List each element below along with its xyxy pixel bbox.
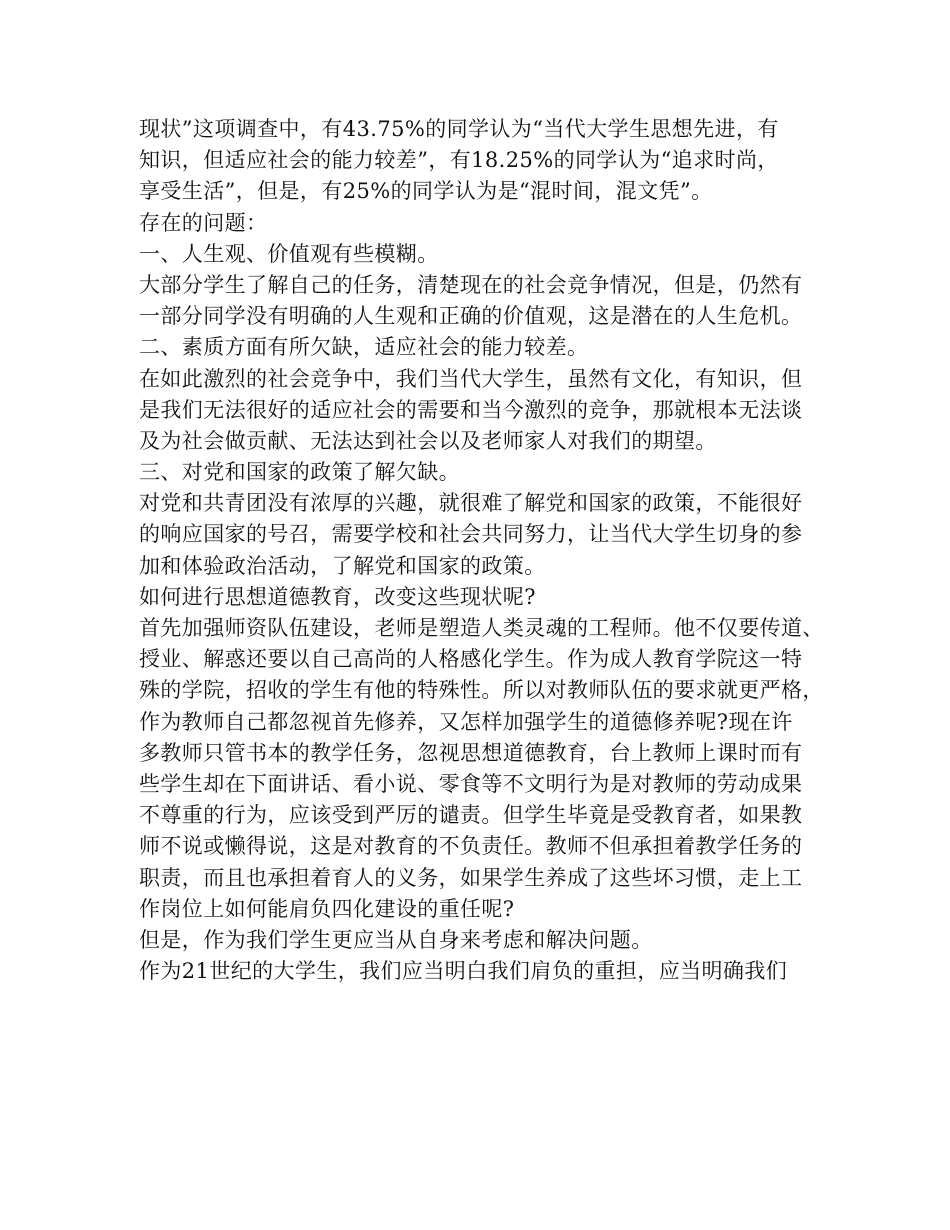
text-line: 现状”这项调查中，有43.75%的同学认为“当代大学生思想先进，有 <box>139 117 779 141</box>
text-line: 知识，但适应社会的能力较差”，有18.25%的同学认为“追求时尚， <box>139 148 779 173</box>
text-line: 多教师只管书本的教学任务，忽视思想道德教育，台上教师上课时而有 <box>139 740 803 765</box>
section-heading: 一、人生观、价值观有些模糊。 <box>139 241 439 266</box>
text-line: 一部分同学没有明确的人生观和正确的价值观，这是潜在的人生危机。 <box>139 304 803 329</box>
section-heading: 存在的问题： <box>139 210 268 235</box>
text-line: 作为21世纪的大学生，我们应当明白我们肩负的重担，应当明确我们 <box>139 959 788 984</box>
section-heading: 二、素质方面有所欠缺，适应社会的能力较差。 <box>139 335 589 360</box>
text-line: 殊的学院，招收的学生有他的特殊性。所以对教师队伍的要求就更严格， <box>139 678 824 703</box>
text-line: 些学生却在下面讲话、看小说、零食等不文明行为是对教师的劳动成果 <box>139 771 803 796</box>
text-line: 作为教师自己都忽视首先修养，又怎样加强学生的道德修养呢?现在许 <box>139 709 793 734</box>
text-line: 职责，而且也承担着育人的义务，如果学生养成了这些坏习惯，走上工 <box>139 865 803 890</box>
section-heading: 三、对党和国家的政策了解欠缺。 <box>139 460 460 485</box>
text-line: 及为社会做贡献、无法达到社会以及老师家人对我们的期望。 <box>139 428 717 453</box>
body-text <box>139 114 824 987</box>
text-line: 作岗位上如何能肩负四化建设的重任呢? <box>139 896 515 921</box>
text-line: 在如此激烈的社会竞争中，我们当代大学生，虽然有文化，有知识，但 <box>139 366 803 391</box>
text-line: 大部分学生了解自己的任务，清楚现在的社会竞争情况，但是，仍然有 <box>139 272 803 297</box>
text-line: 的响应国家的号召，需要学校和社会共同努力，让当代大学生切身的参 <box>139 522 803 547</box>
text-line: 享受生活”，但是，有25%的同学认为是“混时间，混文凭”。 <box>139 179 713 204</box>
text-line: 是我们无法很好的适应社会的需要和当今激烈的竞争，那就根本无法谈 <box>139 397 803 422</box>
text-line: 首先加强师资队伍建设，老师是塑造人类灵魂的工程师。他不仅要传道、 <box>139 616 824 640</box>
text-line: 对党和共青团没有浓厚的兴趣，就很难了解党和国家的政策，不能很好 <box>139 491 803 516</box>
text-line: 加和体验政治活动，了解党和国家的政策。 <box>139 553 546 578</box>
section-heading: 如何进行思想道德教育，改变这些现状呢? <box>139 584 536 609</box>
text-line: 但是，作为我们学生更应当从自身来考虑和解决问题。 <box>139 927 653 952</box>
text-line: 师不说或懒得说，这是对教育的不负责任。教师不但承担着教学任务的 <box>139 834 803 859</box>
text-line: 不尊重的行为，应该受到严厉的谴责。但学生毕竟是受教育者，如果教 <box>139 803 803 828</box>
text-line: 授业、解惑还要以自己高尚的人格感化学生。作为成人教育学院这一特 <box>139 647 803 672</box>
